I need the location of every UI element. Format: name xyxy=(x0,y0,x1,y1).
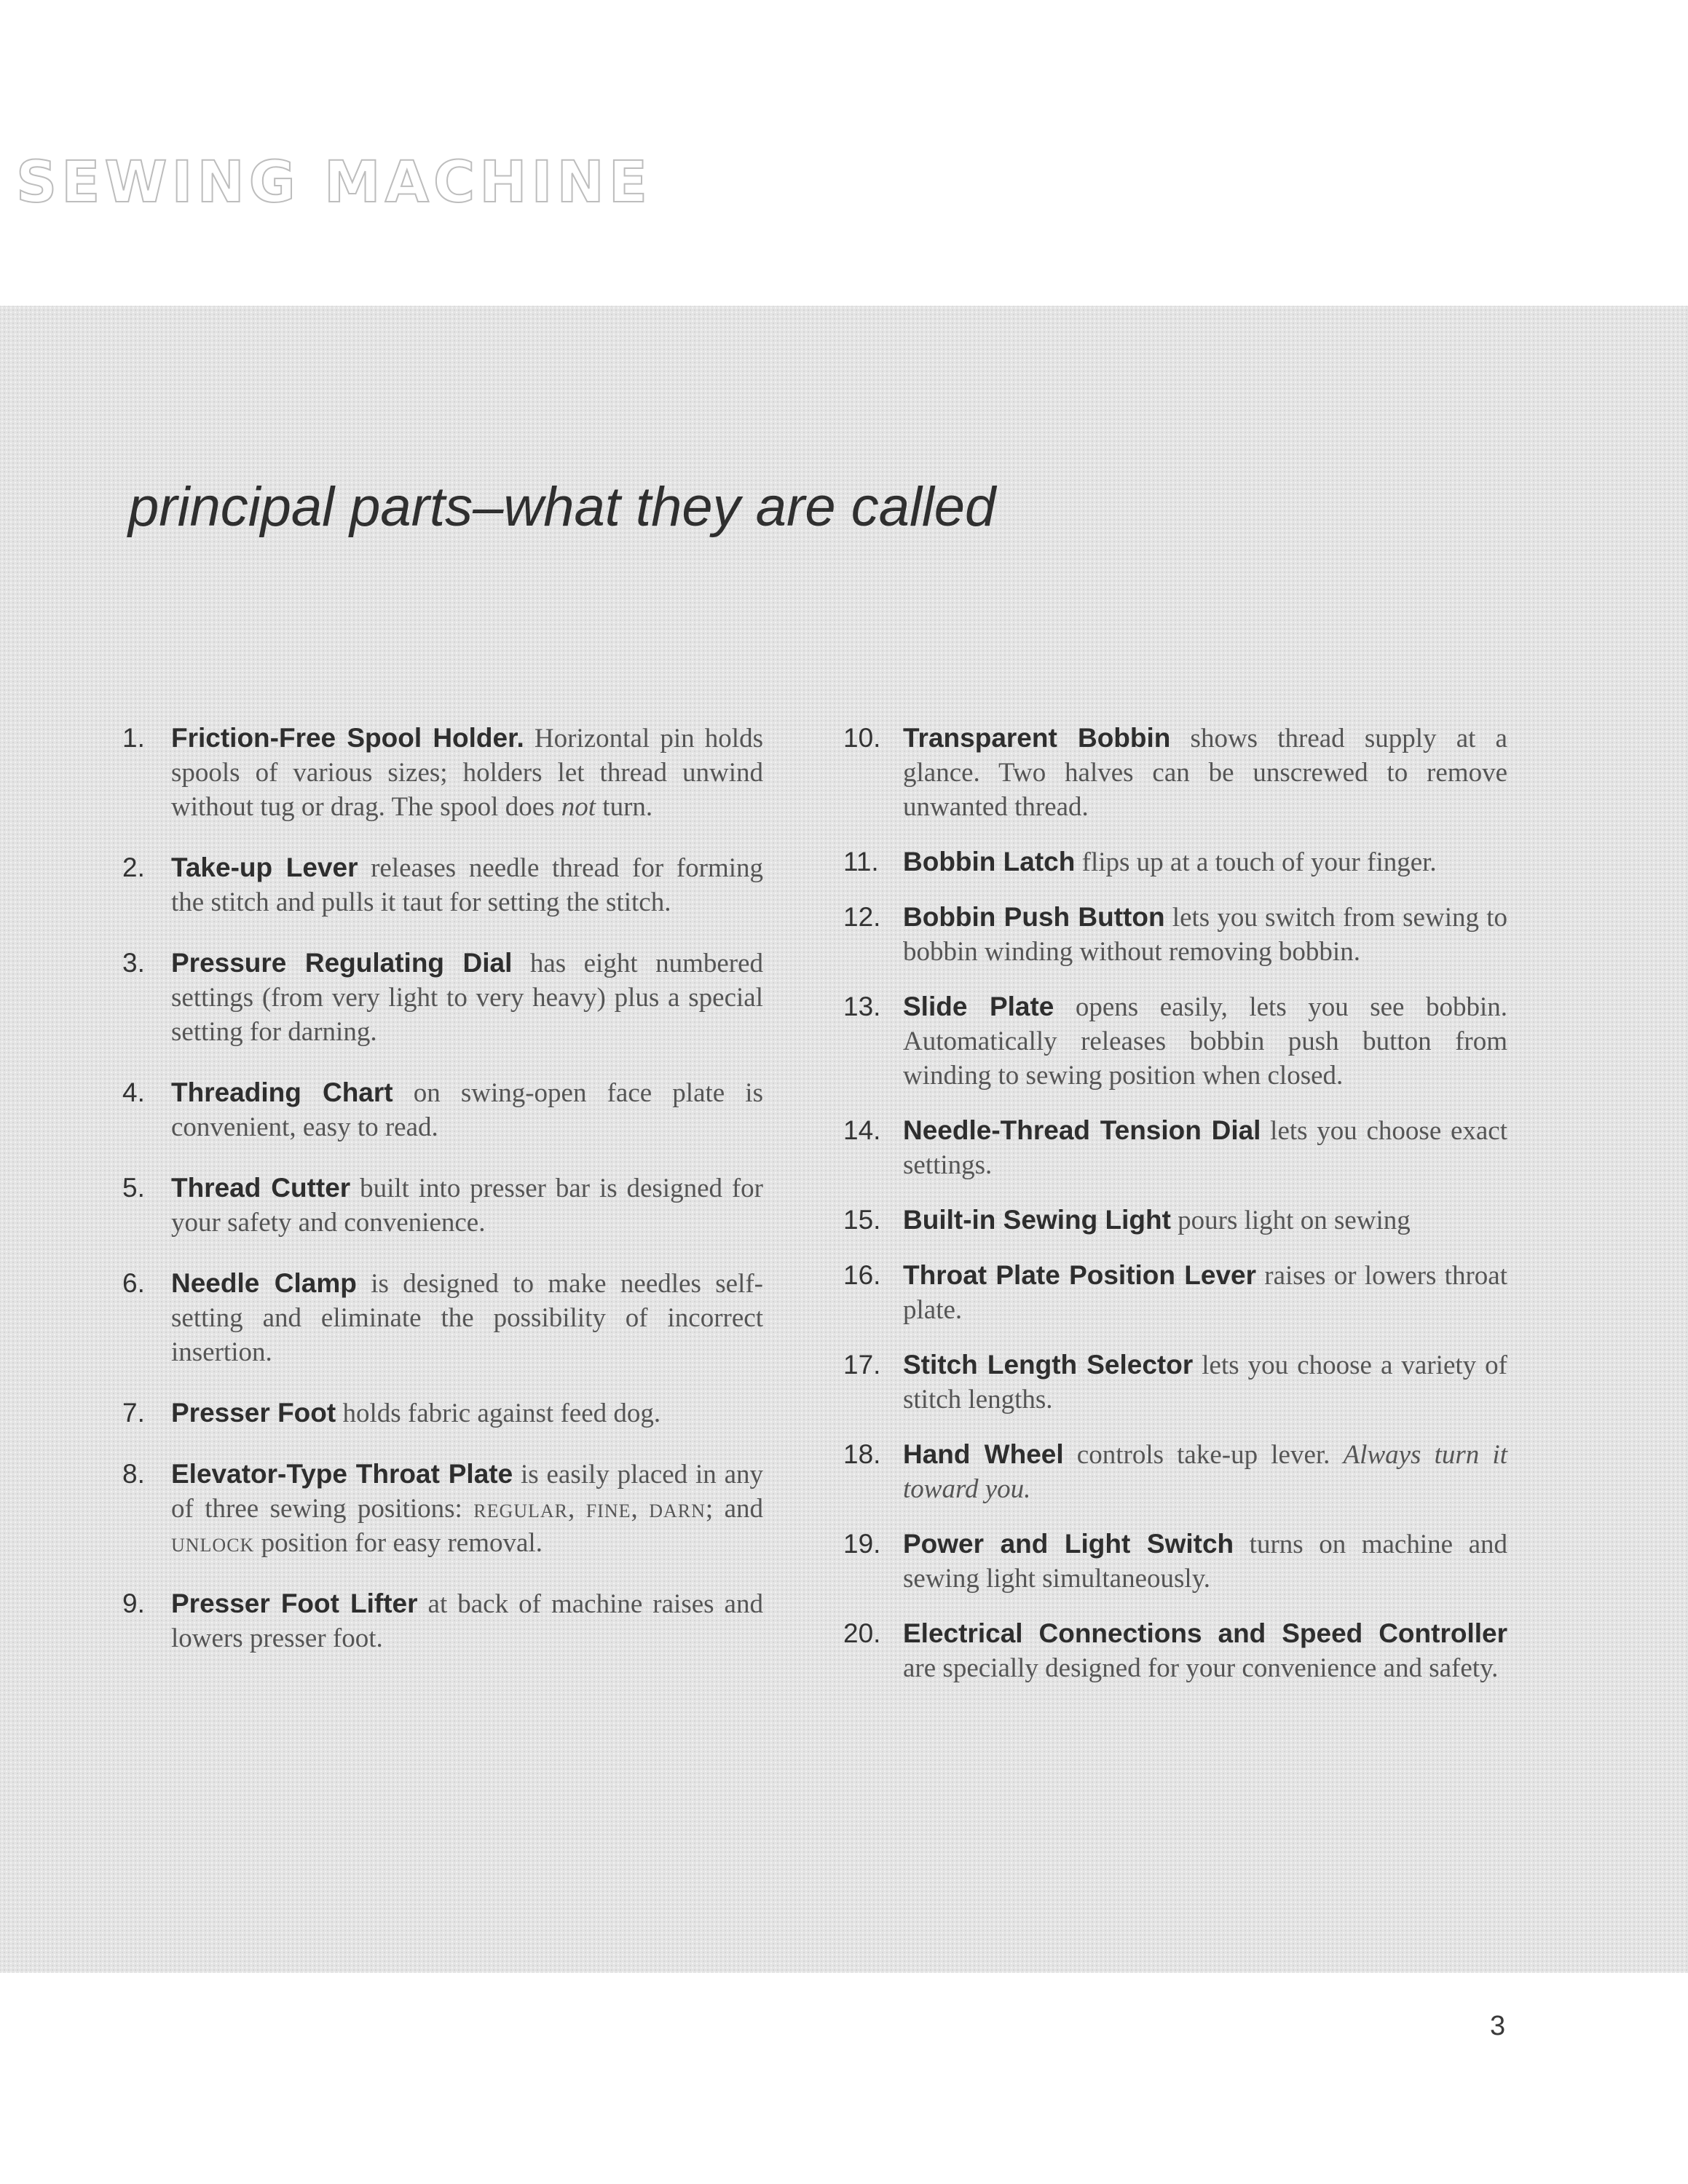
item-description-end: position for easy removal. xyxy=(254,1528,543,1558)
list-item xyxy=(843,1113,1507,1182)
position-darn: darn xyxy=(649,1494,706,1524)
item-description: has eight numbered settings (from very light to very heavy) plus a special setting for darning. xyxy=(171,949,764,1047)
item-term: Hand Wheel xyxy=(903,1439,1064,1469)
item-number: 20. xyxy=(843,1618,881,1648)
list-item xyxy=(843,1437,1507,1506)
list-item xyxy=(843,1258,1507,1327)
item-description: turns on machine and sewing light simultaneously. xyxy=(903,1530,1507,1594)
item-description: lets you switch from sewing to bobbin winding without removing bobbin. xyxy=(903,903,1507,967)
item-term: Throat Plate Position Lever xyxy=(903,1260,1257,1290)
item-description: is easily placed in any of three sewing positions: xyxy=(171,1460,764,1524)
item-description: are specially designed for your convenience and safety. xyxy=(903,1653,1499,1683)
item-term: Threading Chart xyxy=(171,1077,393,1107)
item-number: 9. xyxy=(122,1588,145,1618)
item-description-end: turn. xyxy=(596,792,653,822)
list-item xyxy=(843,1348,1507,1417)
item-description: lets you choose exact settings. xyxy=(903,1116,1508,1180)
item-description: Horizontal pin holds spools of various sizes; holders let thread unwind without tug or drag. The spool does xyxy=(171,724,763,822)
list-item xyxy=(843,989,1507,1093)
list-item xyxy=(122,721,763,824)
list-item xyxy=(122,1171,763,1240)
item-term: Bobbin Latch xyxy=(903,847,1076,877)
item-emphasis: Always turn it toward you. xyxy=(903,1440,1507,1504)
list-item xyxy=(122,850,763,919)
separator: , xyxy=(568,1494,586,1524)
list-item xyxy=(843,1203,1507,1238)
item-number: 8. xyxy=(122,1459,145,1489)
item-number: 3. xyxy=(122,948,145,978)
item-term: Thread Cutter xyxy=(171,1173,351,1203)
item-term: Presser Foot xyxy=(171,1398,336,1428)
item-number: 16. xyxy=(843,1260,881,1290)
item-number: 14. xyxy=(843,1115,881,1145)
list-item xyxy=(122,1396,763,1431)
item-term: Needle-Thread Tension Dial xyxy=(903,1115,1261,1145)
item-term: Transparent Bobbin xyxy=(903,723,1171,753)
item-description: flips up at a touch of your finger. xyxy=(1075,847,1437,877)
item-term: Power and Light Switch xyxy=(903,1529,1234,1559)
item-number: 5. xyxy=(122,1173,145,1203)
item-term: Electrical Connections and Speed Controller xyxy=(903,1618,1507,1648)
separator: , xyxy=(631,1494,650,1524)
item-description: raises or lowers throat plate. xyxy=(903,1261,1507,1325)
item-number: 17. xyxy=(843,1350,881,1380)
list-item xyxy=(122,946,763,1049)
item-number: 19. xyxy=(843,1529,881,1559)
section-title: SEWING MACHINE xyxy=(16,150,652,215)
item-emphasis: not xyxy=(561,792,596,822)
item-term: Stitch Length Selector xyxy=(903,1350,1194,1380)
parts-list-right xyxy=(843,721,1507,1685)
page-number: 3 xyxy=(1490,2011,1506,2041)
item-number: 12. xyxy=(843,902,881,932)
item-number: 2. xyxy=(122,852,145,882)
position-regular: regular xyxy=(473,1494,569,1524)
list-item xyxy=(843,1527,1507,1596)
item-number: 10. xyxy=(843,723,881,753)
item-description: lets you choose a variety of stitch lengths. xyxy=(903,1350,1507,1415)
item-description: is designed to make needles self-setting and eliminate the possibility of incorrect insertion. xyxy=(171,1269,763,1367)
item-term: Bobbin Push Button xyxy=(903,902,1165,932)
item-number: 7. xyxy=(122,1398,145,1428)
list-item xyxy=(122,1457,763,1560)
item-description: pours light on sewing xyxy=(1170,1206,1411,1235)
item-description: opens easily, lets you see bobbin. Automatically releases bobbin push button from winding to sewing position when closed. xyxy=(903,992,1507,1091)
item-number: 6. xyxy=(122,1268,145,1298)
item-number: 13. xyxy=(843,992,881,1021)
item-term: Friction-Free Spool Holder. xyxy=(171,723,524,753)
list-item xyxy=(122,1586,763,1655)
list-item xyxy=(843,1616,1507,1685)
list-item xyxy=(843,721,1507,824)
item-description: on swing-open face plate is convenient, easy to read. xyxy=(171,1078,763,1142)
item-term: Pressure Regulating Dial xyxy=(171,948,513,978)
item-number: 18. xyxy=(843,1439,881,1469)
position-unlock: unlock xyxy=(171,1528,255,1558)
list-item xyxy=(843,844,1507,879)
item-number: 4. xyxy=(122,1077,145,1107)
item-term: Take-up Lever xyxy=(171,852,358,882)
item-description: controls take-up lever. xyxy=(1063,1440,1344,1470)
item-description: built into presser bar is designed for your safety and convenience. xyxy=(171,1174,764,1238)
list-item xyxy=(122,1075,763,1144)
item-term: Needle Clamp xyxy=(171,1268,357,1298)
position-fine: fine xyxy=(585,1494,631,1524)
parts-list-left xyxy=(122,721,763,1655)
item-number: 15. xyxy=(843,1205,881,1235)
item-term: Built-in Sewing Light xyxy=(903,1205,1171,1235)
item-description: shows thread supply at a glance. Two halves can be unscrewed to remove unwanted thread. xyxy=(903,724,1507,822)
page-subtitle: principal parts–what they are called xyxy=(128,476,996,538)
item-term: Presser Foot Lifter xyxy=(171,1588,418,1618)
item-term: Slide Plate xyxy=(903,992,1054,1021)
item-description: releases needle thread for forming the stitch and pulls it taut for setting the stitch. xyxy=(171,853,763,917)
item-number: 11. xyxy=(843,847,879,877)
list-item xyxy=(122,1266,763,1369)
item-description: at back of machine raises and lowers presser foot. xyxy=(171,1589,763,1653)
list-item xyxy=(843,900,1507,969)
separator: ; and xyxy=(705,1494,763,1524)
item-description: holds fabric against feed dog. xyxy=(336,1398,661,1428)
item-number: 1. xyxy=(122,723,145,753)
item-term: Elevator-Type Throat Plate xyxy=(171,1459,513,1489)
